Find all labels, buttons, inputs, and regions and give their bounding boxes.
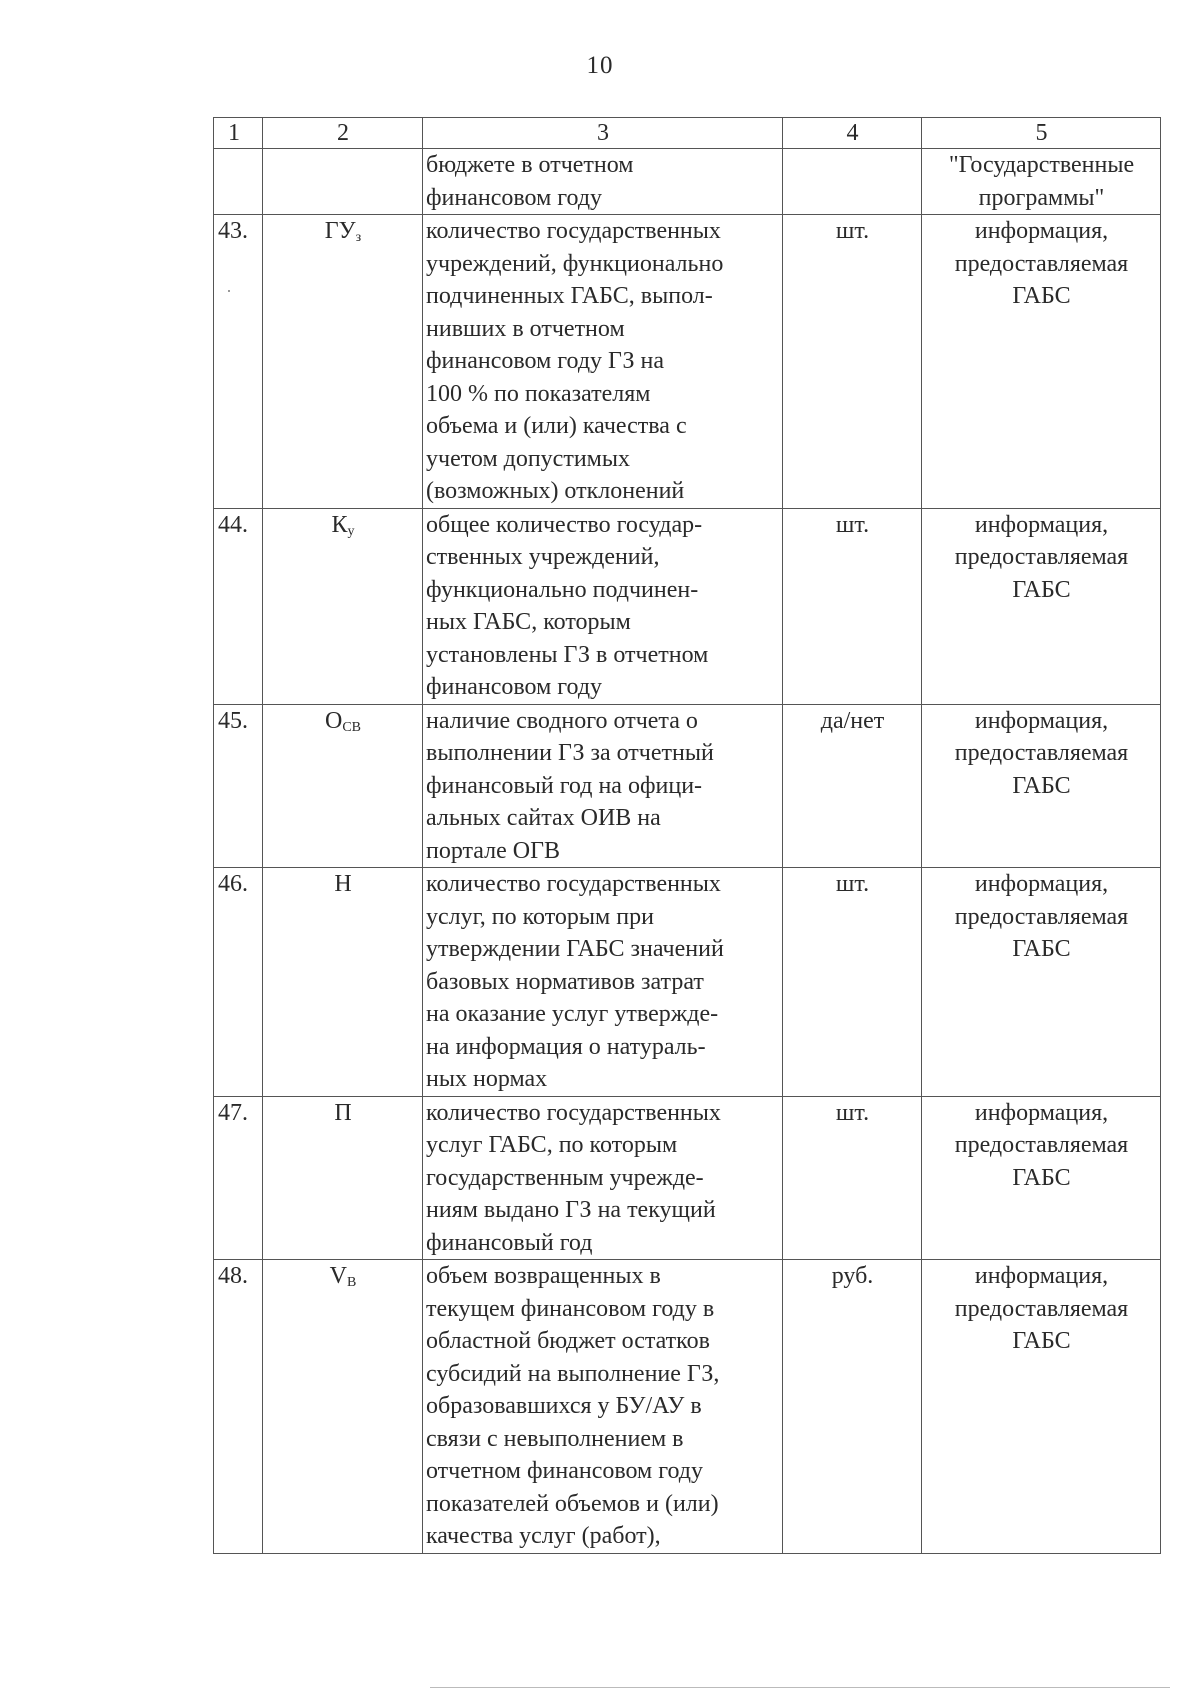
- indicator-description: [423, 1260, 783, 1554]
- source-line: ГАБС: [1012, 283, 1071, 309]
- description-line: качества услуг (работ),: [426, 1523, 661, 1549]
- description-line: образовавшихся у БУ/АУ в: [426, 1393, 702, 1419]
- indicator-description: [423, 704, 783, 868]
- bottom-rule: [430, 1687, 1170, 1688]
- unit-of-measure: да/нет: [783, 704, 922, 868]
- symbol-main: О: [324, 707, 343, 734]
- source-line: ГАБС: [1012, 1328, 1071, 1354]
- indicator-symbol: [263, 215, 423, 509]
- indicator-symbol: [263, 704, 423, 868]
- scan-speck: [228, 290, 230, 292]
- description-line: ных нормах: [426, 1066, 548, 1092]
- description-line: финансовом году: [426, 674, 603, 700]
- description-line: областной бюджет остатков: [426, 1328, 710, 1354]
- unit-of-measure: шт.: [783, 1096, 922, 1260]
- indicator-description: [423, 215, 783, 509]
- header-cell-1: 1: [214, 118, 263, 149]
- row-number: 44.: [214, 508, 263, 704]
- description-line: ственных учреждений,: [426, 544, 660, 570]
- continuation-row: [214, 149, 1161, 215]
- data-source: [922, 704, 1161, 868]
- row-number: 48.: [214, 1260, 263, 1554]
- unit-of-measure: шт.: [783, 508, 922, 704]
- symbol-subscript: СВ: [342, 719, 362, 735]
- source-line: предоставляемая: [954, 740, 1129, 766]
- header-cell-2: 2: [263, 118, 423, 149]
- description-line: портале ОГВ: [426, 837, 561, 864]
- description-line: утверждении ГАБС значений: [426, 936, 724, 962]
- unit-of-measure: шт.: [783, 215, 922, 509]
- description-line: наличие сводного отчета о: [426, 707, 698, 734]
- row-number: 46.: [214, 868, 263, 1097]
- symbol-subscript: у: [347, 523, 355, 539]
- description-line: (возможных) отклонений: [426, 478, 685, 504]
- description-line: количество государственных: [426, 1099, 721, 1126]
- description-line: на оказание услуг утвержде-: [426, 1001, 719, 1027]
- description-line: показателей объемов и (или): [426, 1490, 719, 1517]
- data-source: [922, 1260, 1161, 1554]
- header-row: [214, 118, 1161, 149]
- description-line: связи с невыполнением в: [426, 1425, 684, 1452]
- cont-src-line: программы": [978, 184, 1105, 211]
- description-line: учреждений, функционально: [426, 250, 724, 277]
- source-line: ГАБС: [1012, 936, 1071, 962]
- description-line: количество государственных: [426, 218, 721, 244]
- cont-sym-cell: [263, 149, 423, 215]
- description-line: ниям выдано ГЗ на текущий: [426, 1197, 716, 1223]
- description-line: отчетном финансовом году: [426, 1458, 704, 1484]
- description-line: объема и (или) качества с: [426, 413, 687, 439]
- indicator-symbol: [263, 868, 423, 1097]
- data-source: [922, 1096, 1161, 1260]
- source-line: информация,: [974, 1099, 1109, 1126]
- indicator-description: [423, 508, 783, 704]
- description-line: нивших в отчетном: [426, 315, 625, 342]
- description-line: количество государственных: [426, 871, 721, 897]
- description-line: общее количество государ-: [426, 511, 703, 538]
- symbol-subscript: В: [347, 1275, 357, 1290]
- unit-of-measure: шт.: [783, 868, 922, 1097]
- symbol-main: V: [329, 1263, 347, 1289]
- cont-src-cell: [922, 149, 1161, 215]
- cont-desc-line: финансовом году: [426, 184, 603, 211]
- indicators-table: [213, 117, 1161, 1554]
- source-line: информация,: [974, 707, 1109, 734]
- description-line: выполнении ГЗ за отчетный: [426, 740, 714, 766]
- unit-of-measure: руб.: [783, 1260, 922, 1554]
- indicator-symbol: [263, 508, 423, 704]
- table-row: [214, 508, 1161, 704]
- symbol-main: ГУ: [324, 218, 356, 244]
- source-line: информация,: [974, 511, 1109, 538]
- description-line: текущем финансовом году в: [426, 1295, 715, 1322]
- data-source: [922, 215, 1161, 509]
- description-line: базовых нормативов затрат: [426, 968, 704, 995]
- description-line: 100 % по показателям: [426, 380, 651, 407]
- header-cell-5: 5: [922, 118, 1161, 149]
- description-line: субсидий на выполнение ГЗ,: [426, 1360, 720, 1387]
- table-row: [214, 1096, 1161, 1260]
- source-line: ГАБС: [1012, 576, 1071, 603]
- source-line: предоставляемая: [954, 1132, 1129, 1158]
- description-line: альных сайтах ОИВ на: [426, 805, 661, 831]
- description-line: установлены ГЗ в отчетном: [426, 641, 709, 668]
- source-line: предоставляемая: [954, 1295, 1129, 1322]
- source-line: предоставляемая: [954, 250, 1129, 277]
- cont-desc-cell: [423, 149, 783, 215]
- table-row: [214, 868, 1161, 1097]
- data-source: [922, 868, 1161, 1097]
- symbol-main: К: [331, 511, 348, 538]
- description-line: ных ГАБС, которым: [426, 609, 631, 635]
- cont-num-cell: [214, 149, 263, 215]
- symbol-main: Н: [334, 871, 352, 897]
- cont-unit-cell: [783, 149, 922, 215]
- source-line: ГАБС: [1012, 1164, 1071, 1191]
- description-line: объем возвращенных в: [426, 1263, 661, 1289]
- table-row: [214, 1260, 1161, 1554]
- row-number: 45.: [214, 704, 263, 868]
- indicator-description: [423, 868, 783, 1097]
- indicator-symbol: [263, 1096, 423, 1260]
- description-line: функционально подчинен-: [426, 576, 699, 603]
- indicator-symbol: [263, 1260, 423, 1554]
- description-line: услуг ГАБС, по которым: [426, 1132, 678, 1158]
- table-row: [214, 704, 1161, 868]
- symbol-subscript: з: [355, 230, 362, 245]
- description-line: финансовом году ГЗ на: [426, 348, 665, 374]
- source-line: информация,: [974, 1263, 1109, 1289]
- header-cell-3: 3: [423, 118, 783, 149]
- description-line: финансовый год: [426, 1229, 593, 1256]
- source-line: информация,: [974, 871, 1109, 897]
- description-line: государственным учрежде-: [426, 1164, 704, 1191]
- source-line: предоставляемая: [954, 903, 1129, 930]
- page-number: 10: [586, 52, 614, 79]
- indicator-description: [423, 1096, 783, 1260]
- description-line: на информация о натураль-: [426, 1033, 706, 1060]
- cont-src-line: "Государственные: [948, 152, 1135, 178]
- header-cell-4: 4: [783, 118, 922, 149]
- description-line: услуг, по которым при: [426, 903, 654, 930]
- row-number: 43.: [214, 215, 263, 509]
- description-line: подчиненных ГАБС, выпол-: [426, 283, 713, 309]
- description-line: финансовый год на офици-: [426, 772, 703, 799]
- table-row: [214, 215, 1161, 509]
- description-line: учетом допустимых: [426, 445, 630, 472]
- source-line: информация,: [974, 218, 1109, 244]
- symbol-main: П: [334, 1099, 352, 1126]
- source-line: предоставляемая: [954, 544, 1129, 570]
- row-number: 47.: [214, 1096, 263, 1260]
- source-line: ГАБС: [1012, 772, 1071, 799]
- data-source: [922, 508, 1161, 704]
- cont-desc-line: бюджете в отчетном: [426, 152, 634, 178]
